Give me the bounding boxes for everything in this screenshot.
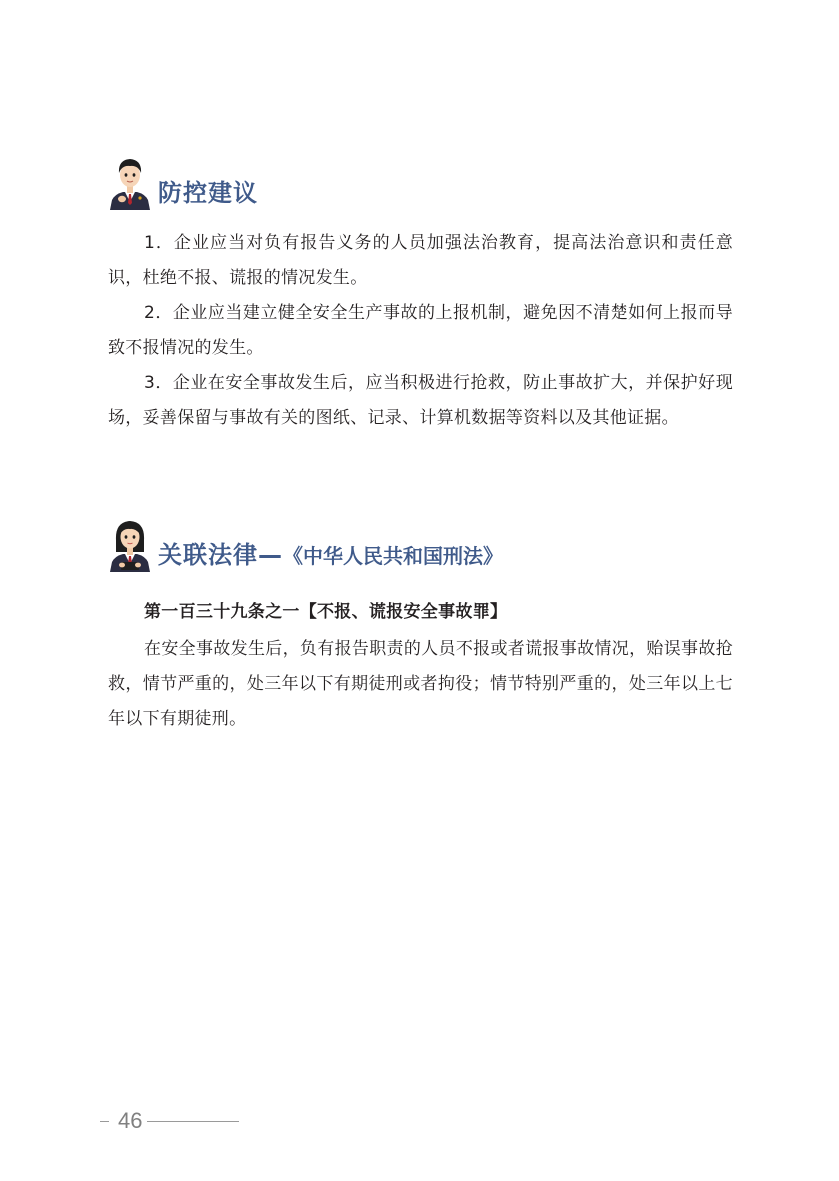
law-heading (107, 518, 503, 572)
article-text: 在安全事故发生后，负有报告职责的人员不报或者谎报事故情况，贻误事故抢救，情节严重的，处三年以下有期徒刑或者拘役；情节特别严重的，处三年以上七年以下有期徒刑。 (108, 639, 733, 729)
prevention-item-2: 2．企业应当建立健全安全生产事故的上报机制，避免因不清楚如何上报而导致不报情况的发生。 (108, 303, 733, 358)
prevention-heading (107, 156, 258, 210)
female-prosecutor-avatar-icon (107, 518, 153, 572)
law-book-title: 《中华人民共和国刑法》 (283, 544, 503, 568)
prevention-item-3: 3．企业在安全事故发生后，应当积极进行抢救，防止事故扩大，并保护好现场，妥善保留与事故有关的图纸、记录、计算机数据等资料以及其他证据。 (108, 373, 733, 428)
section-title-law (158, 535, 503, 570)
section-title-prevention: 防控建议 (158, 179, 258, 207)
prevention-item-1: 1．企业应当对负有报告义务的人员加强法治教育，提高法治意识和责任意识，杜绝不报、谎报的情况发生。 (108, 233, 733, 288)
article-title: 第一百三十九条之一【不报、谎报安全事故罪】 (144, 602, 508, 622)
male-prosecutor-avatar-icon (107, 156, 153, 210)
footer-rule (147, 1121, 239, 1122)
law-title-label: 关联法律— (158, 541, 283, 569)
page-number: 46 (118, 1108, 143, 1133)
page-footer (100, 1108, 239, 1134)
footer-dash (100, 1121, 109, 1122)
